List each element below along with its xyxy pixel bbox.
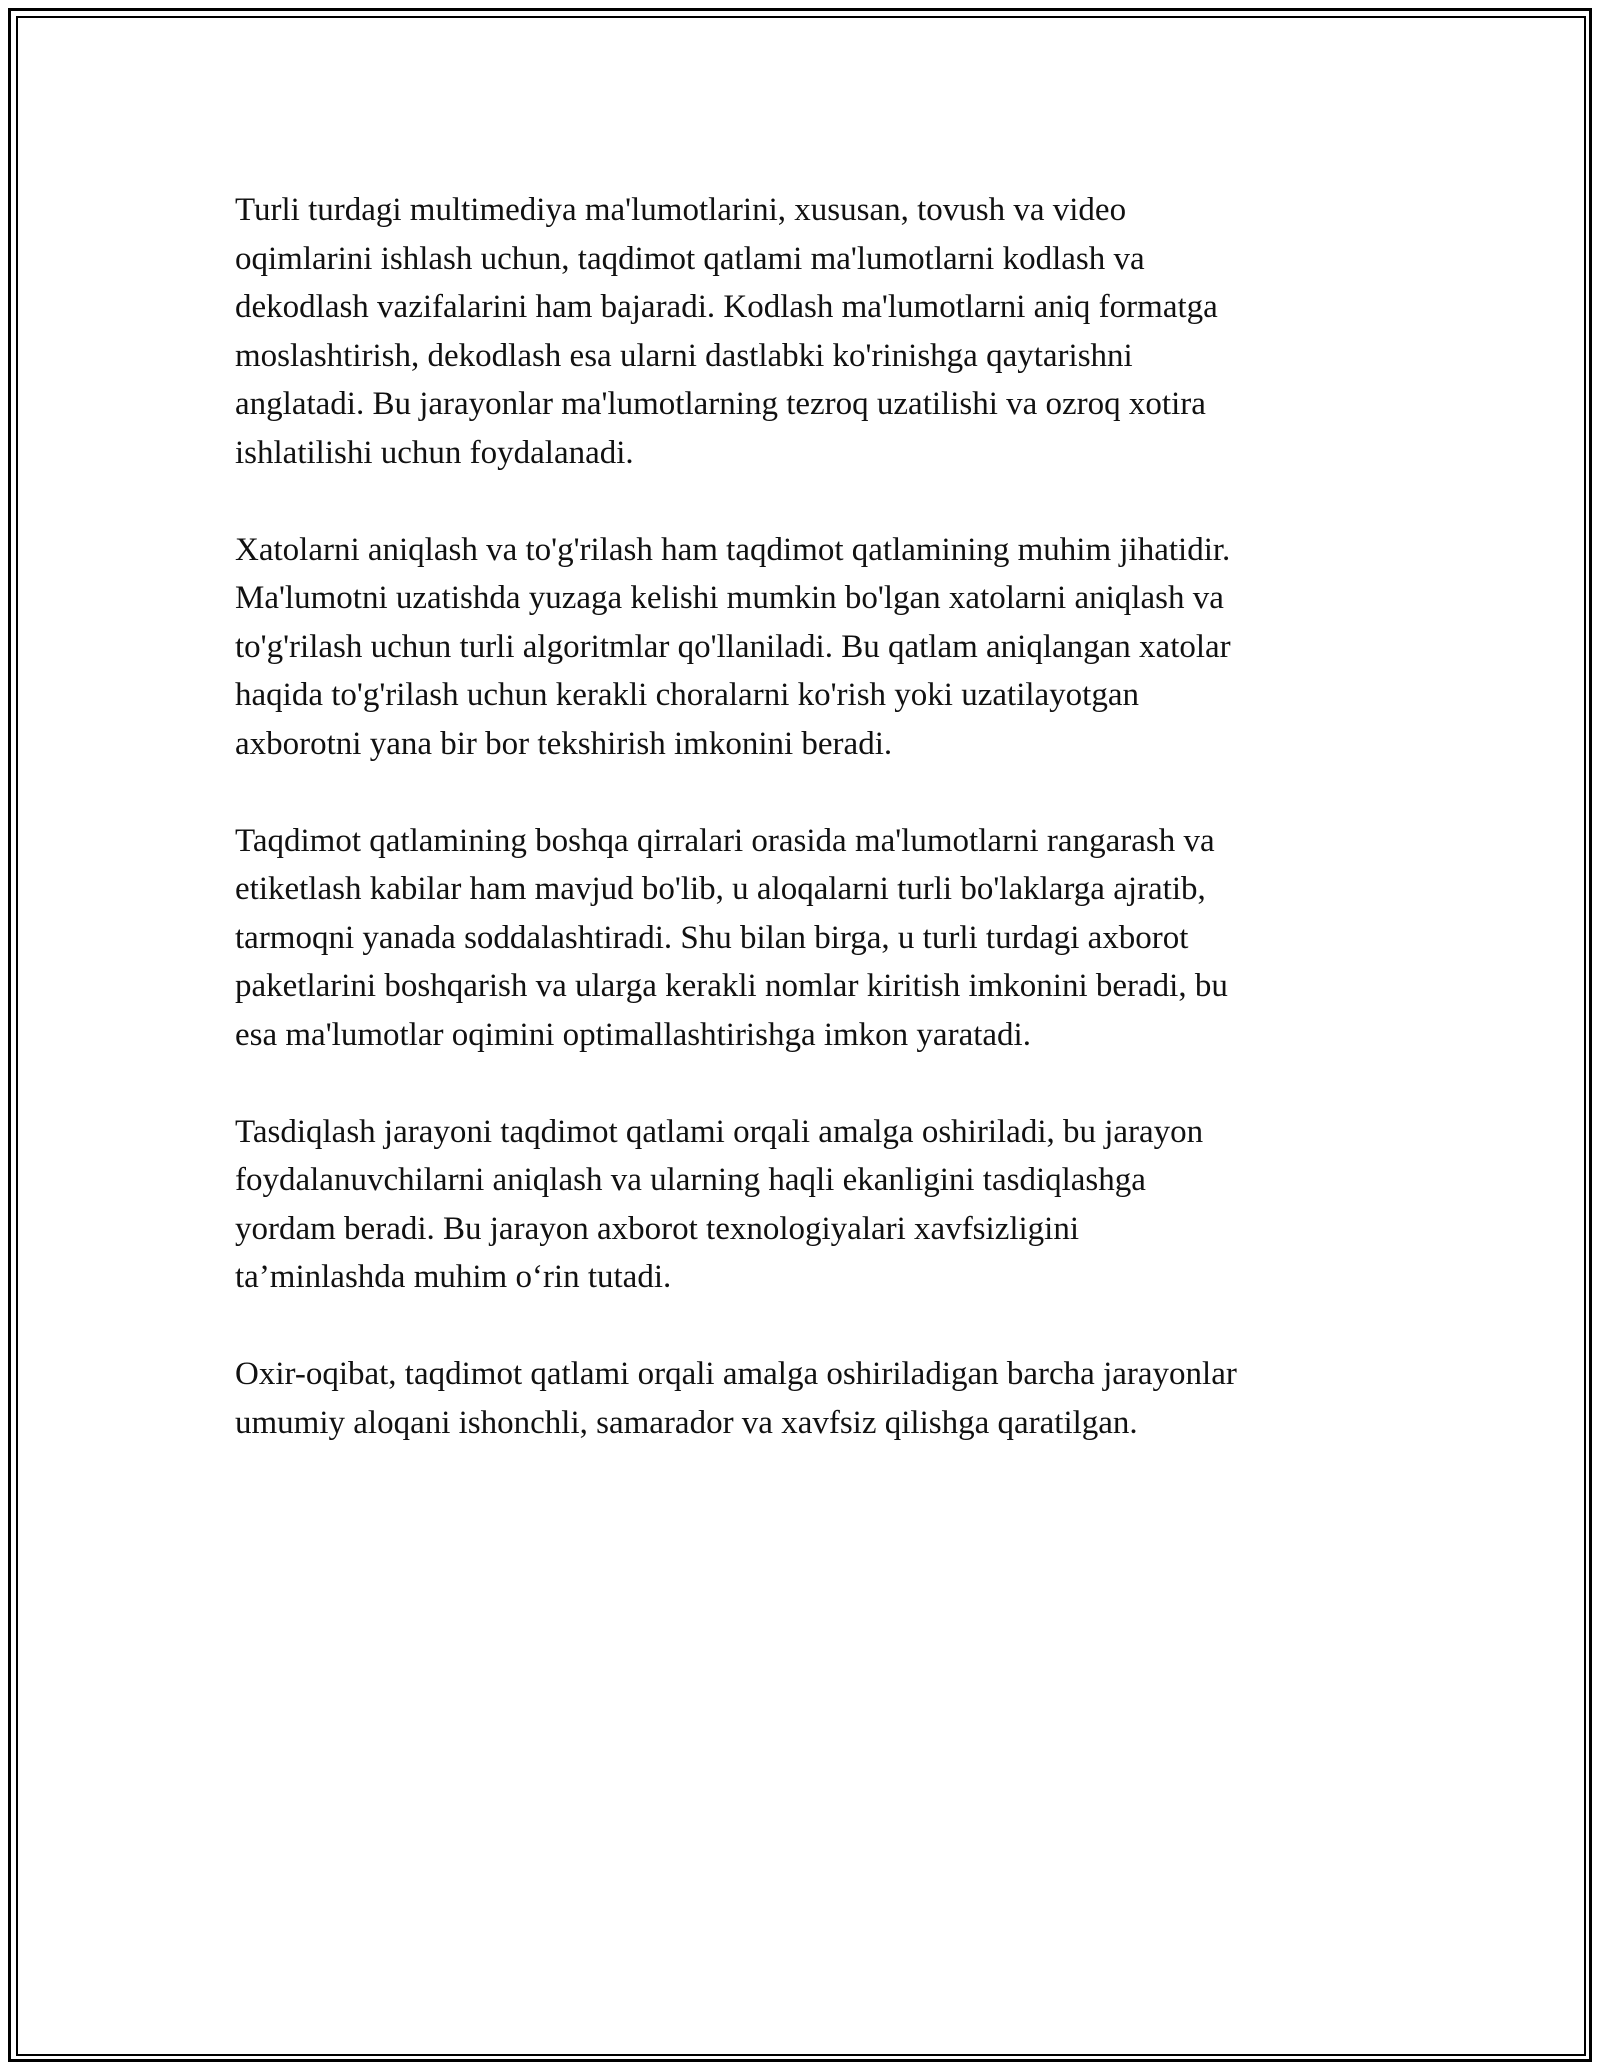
document-body (235, 186, 1365, 1496)
paragraph-line: Ma'lumotni uzatishda yuzaga kelishi mumkin bo'lgan xatolarni aniqlash va (235, 580, 1224, 616)
paragraph-1 (235, 186, 1365, 477)
paragraph-line: Xatolarni aniqlash va to'g'rilash ham taqdimot qatlamining muhim jihatidir. (235, 531, 1231, 568)
paragraph-line: umumiy aloqani ishonchli, samarador va xavfsiz qilishga qaratilgan. (235, 1404, 1138, 1441)
paragraph-line: Turli turdagi multimediya ma'lumotlarini, xususan, tovush va video (235, 192, 1127, 228)
paragraph-line: tarmoqni yanada soddalashtiradi. Shu bilan birga, u turli turdagi axborot (235, 919, 1189, 956)
paragraph-line: ishlatilishi uchun foydalanadi. (235, 434, 634, 471)
paragraph-line: Oxir-oqibat, taqdimot qatlami orqali amalga oshiriladigan barcha jarayonlar (235, 1356, 1237, 1392)
paragraph-line: dekodlash vazifalarini ham bajaradi. Kodlash ma'lumotlarni aniq formatga (235, 289, 1218, 325)
paragraph-2 (235, 526, 1365, 769)
paragraph-line: moslashtirish, dekodlash esa ularni dastlabki ko'rinishga qaytarishni (235, 337, 1133, 374)
paragraph-line: haqida to'g'rilash uchun kerakli choralarni ko'rish yoki uzatilayotgan (235, 677, 1139, 713)
paragraph-line: Taqdimot qatlamining boshqa qirralari orasida ma'lumotlarni rangarash va (235, 822, 1215, 859)
paragraph-line: esa ma'lumotlar oqimini optimallashtirishga imkon yaratadi. (235, 1016, 1031, 1053)
paragraph-line: paketlarini boshqarish va ularga kerakli nomlar kiritish imkonini beradi, bu (235, 968, 1228, 1004)
paragraph-line: Tasdiqlash jarayoni taqdimot qatlami orqali amalga oshiriladi, bu jarayon (235, 1113, 1204, 1150)
paragraph-line: foydalanuvchilarni aniqlash va ularning haqli ekanligini tasdiqlashga (235, 1162, 1146, 1198)
paragraph-3 (235, 817, 1365, 1060)
paragraph-line: axborotni yana bir bor tekshirish imkonini beradi. (235, 725, 893, 762)
paragraph-line: ta’minlashda muhim o‘rin tutadi. (235, 1259, 672, 1295)
paragraph-line: anglatadi. Bu jarayonlar ma'lumotlarning tezroq uzatilishi va ozroq xotira (235, 386, 1206, 422)
paragraph-line: oqimlarini ishlash uchun, taqdimot qatlami ma'lumotlarni kodlash va (235, 240, 1145, 277)
paragraph-line: yordam beradi. Bu jarayon axborot texnologiyalari xavfsizligini (235, 1210, 1080, 1247)
paragraph-line: to'g'rilash uchun turli algoritmlar qo'llaniladi. Bu qatlam aniqlangan xatolar (235, 628, 1231, 665)
paragraph-5 (235, 1350, 1365, 1447)
paragraph-line: etiketlash kabilar ham mavjud bo'lib, u aloqalarni turli bo'laklarga ajratib, (235, 871, 1206, 907)
paragraph-4 (235, 1108, 1365, 1302)
